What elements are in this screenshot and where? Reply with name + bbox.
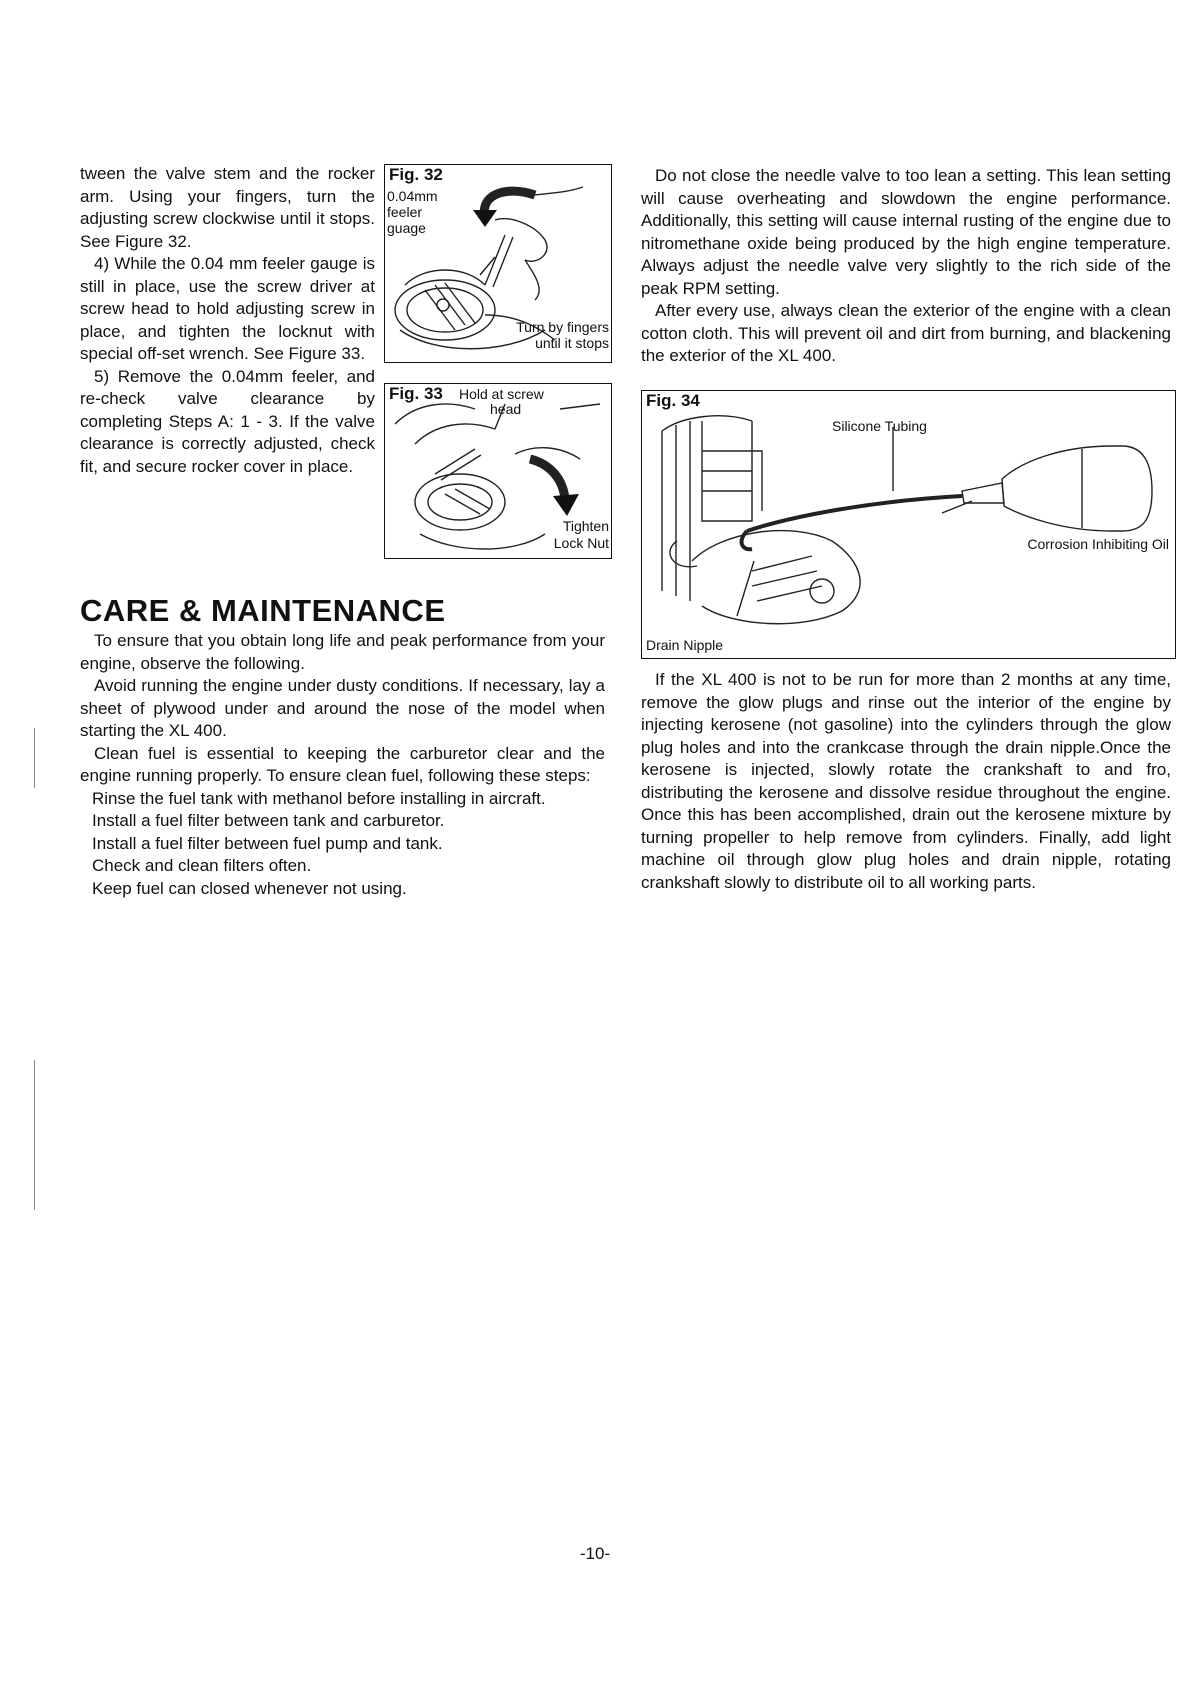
storage-text — [641, 669, 1171, 894]
page-number: -10- — [579, 1544, 611, 1563]
figure-note: Hold at screw — [459, 386, 544, 402]
paragraph: If the XL 400 is not to be run for more than 2 months at any time, remove the glow plugs and rinse out the interior of the engine by injecting kerosene (not gasoline) into the cylinders through the glow plug holes and into the crankcase through the drain nipple.Once the kerosene is injected, slowly rotate the crankshaft to and fro, distributing the kerosene and dissolve residue throughout the engine. Once this has been accomplished, drain out the kerosene mixture by turning propeller to help remove from cylinders. Finally, add light machine oil through glow plug holes and drain nipple, rotating crankshaft slowly to distribute oil to all working parts. — [641, 670, 1171, 892]
figure-note: Turn by fingers — [516, 319, 609, 335]
figure-note: feeler — [387, 204, 423, 220]
figure-note: until it stops — [535, 335, 609, 351]
paragraph: After every use, always clean the exterior of the engine with a clean cotton cloth. This will prevent oil and dirt from burning, and blackening the exterior of the XL 400. — [641, 301, 1171, 365]
paragraph: To ensure that you obtain long life and peak performance from your engine, observe the following. — [80, 631, 605, 673]
section-heading: CARE & MAINTENANCE — [80, 593, 446, 628]
valve-adjust-text — [80, 163, 375, 478]
paragraph: Clean fuel is essential to keeping the carburetor clear and the engine running properly. To ensure clean fuel, following these steps: — [80, 743, 605, 785]
paragraph: 5) Remove the 0.04mm feeler, and re-check valve clearance by completing Steps A: 1 - 3. If the valve clearance is correctly adjusted, check fit, and secure rocker cover in place. — [80, 366, 375, 476]
care-maintenance-text — [80, 630, 605, 900]
list-item: Rinse the fuel tank with methanol before installing in aircraft. — [92, 788, 546, 808]
paragraph: 4) While the 0.04 mm feeler gauge is still in place, use the screw driver at screw head to hold adjusting screw in place, and tighten the locknut with special off-set wrench. See Figure 33. — [80, 254, 375, 363]
figure-note: 0.04mm — [387, 188, 438, 204]
figure-32 — [384, 164, 612, 363]
figure-34 — [641, 390, 1176, 659]
list-item: Check and clean filters often. — [92, 856, 312, 875]
fuel-steps-list — [80, 788, 605, 901]
list-item: Keep fuel can closed whenever not using. — [92, 878, 407, 898]
figure-note: Lock Nut — [553, 535, 609, 551]
scan-mark — [34, 728, 35, 788]
figure-note: head — [490, 401, 522, 417]
paragraph: Avoid running the engine under dusty conditions. If necessary, lay a sheet of plywood under and around the nose of the model when starting the XL 400. — [80, 676, 605, 740]
figure-note: Tighten — [562, 518, 609, 534]
figure-label: Fig. 33 — [389, 384, 443, 403]
figure-note: Silicone Tubing — [832, 418, 927, 434]
scan-mark — [34, 1060, 35, 1210]
figure-33 — [384, 383, 612, 559]
list-item: Install a fuel filter between fuel pump and tank. — [92, 833, 443, 853]
figure-note: Drain Nipple — [646, 637, 724, 653]
figure-note: Corrosion Inhibiting Oil — [1027, 536, 1169, 552]
figure-note: guage — [387, 220, 426, 236]
figure-label: Fig. 32 — [389, 165, 443, 184]
list-item: Install a fuel filter between tank and carburetor. — [92, 811, 445, 830]
figure-label: Fig. 34 — [646, 391, 700, 410]
paragraph: Do not close the needle valve to too lean a setting. This lean setting will cause overheating and slowdown the engine performance. Additionally, this setting will cause internal rusting of the engine due to nitromethane oxide being produced by the high engine temperature. Always adjust the needle valve very slightly to the rich side of the peak RPM setting. — [641, 166, 1171, 298]
needle-valve-text — [641, 165, 1171, 368]
paragraph: tween the valve stem and the rocker arm. Using your fingers, turn the adjusting screw clockwise until it stops. See Figure 32. — [80, 164, 375, 251]
